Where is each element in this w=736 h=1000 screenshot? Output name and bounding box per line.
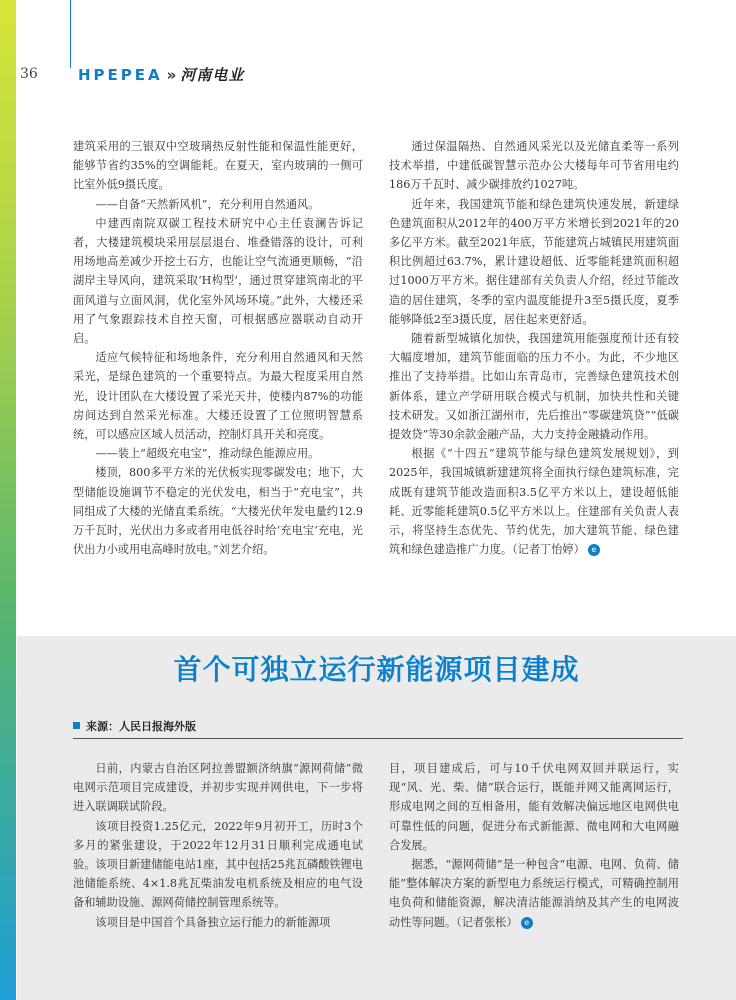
side-color-bar (0, 0, 16, 1000)
brand-chinese: 河南电业 (180, 66, 245, 84)
paragraph: 建筑采用的三银双中空玻璃热反射性能和保温性能更好，能够节省约35%的空调能耗。在夏天，室内玻璃的一侧可比室外低9摄氏度。 (73, 140, 363, 192)
brand-latin: HPEPEA (78, 66, 163, 84)
paragraph-with-end-mark (389, 444, 679, 559)
paragraph: 目，项目建成后，可与10千伏电网双回并联运行，实现“风、光、柴、储”联合运行，既能并网又能离网运行，形成电网之间的互相备用，能有效解决偏远地区电网供电可靠性低的问题，促进分布式新能源、微电网和大电网融合发展。 (389, 762, 679, 852)
paragraph: 通过保温隔热、自然通风采光以及光储直柔等一系列技术举措，中建低碳智慧示范办公大楼每年可节省用电约186万千瓦时、减少碳排放约1027吨。 (389, 140, 679, 192)
paragraph: 该项目投资1.25亿元，2022年9月初开工，历时3个多月的紧张建设，于2022年12月31日顺利完成通电试验。该项目新建储能电站1座，其中包括25兆瓦磷酸铁锂电池储能系统、4×1.8兆瓦柴油发电机系统及相应的电气设备和辅助设施、源网荷储控制管理系统等。 (73, 819, 363, 910)
paragraph: 适应气候特征和场地条件，充分利用自然通风和天然采光，是绿色建筑的一个重要特点。为最大程度采用自然光，设计团队在大楼设置了采光天井，使楼内87%的功能房间达到自然采光标准。大楼还设置了工位照明智慧系统，可以感应区域人员活动，控制灯具开关和亮度。 (73, 351, 363, 442)
paragraph: ——装上“超级充电宝”，推动绿色能源应用。 (95, 447, 320, 461)
page-number: 36 (20, 66, 38, 82)
end-mark-icon: e (521, 917, 533, 929)
article2-right-column (389, 759, 679, 932)
article2-source (73, 718, 683, 739)
paragraph-text: 根据《“十四五”建筑节能与绿色建筑发展规划》，到2025年，我国城镇新建建筑将全面执行绿色建筑标准，完成既有建筑节能改造面积3.5亿平方米以上，建设超低能耗、近零能耗建筑0.5亿平方米以上。住建部有关负责人表示，将坚持生态优先、节约优先，加大建筑节能、绿色建筑和绿色建造推广力度。（记者丁怡婷） (389, 447, 679, 557)
end-mark-icon: e (588, 544, 600, 556)
paragraph: 该项目是中国首个具备独立运行能力的新能源项 (95, 915, 331, 929)
source-label: 来源：人民日报海外版 (86, 720, 196, 733)
source-square-icon (73, 722, 80, 729)
paragraph: 近年来，我国建筑节能和绿色建筑快速发展，新建绿色建筑面积从2012年的400万平方米增长到2021年的20多亿平方米。截至2021年底，节能建筑占城镇民用建筑面积比例超过63.7%，累计建设超低、近零能耗建筑面积超过1000万平方米。据住建部有关负责人介绍，经过节能改造的居住建筑，冬季的室内温度能提升3至5摄氏度，夏季能够降低2至3摄氏度，居住起来更舒适。 (389, 197, 679, 326)
paragraph: 日前，内蒙古自治区阿拉善盟额济纳旗“源网荷储”微电网示范项目完成建设，并初步实现并网供电，下一步将进入联调联试阶段。 (73, 762, 363, 814)
paragraph: 随着新型城镇化加快，我国建筑用能强度预计还有较大幅度增加，建筑节能面临的压力不小。为此，不少地区推出了支持举措。比如山东青岛市，完善绿色建筑技术创新体系，建立产学研用联合模式与机制，加快共性和关键技术研发。又如浙江湖州市，先后推出“零碳建筑贷”“低碳提效贷”等30余款金融产品，大力支持金融撬动作用。 (389, 332, 679, 442)
brand-separator: » (166, 66, 177, 84)
paragraph: 中建西南院双碳工程技术研究中心主任袁澜告诉记者，大楼建筑模块采用层层退台、堆叠错落的设计，可利用场地高差减少开挖土石方，也能让空气流通更顺畅，“沿湖岸主导风向，建筑采取‘H构型’，通过贯穿建筑南北的平面风道与立面风洞，优化室外风场环境。”此外，大楼还采用了气象跟踪技术自控天窗，可根据感应器联动自动开启。 (73, 216, 363, 346)
article1-right-column (389, 137, 679, 559)
paragraph: 楼顶，800多平方米的光伏板实现零碳发电；地下，大型储能设施调节不稳定的光伏发电，相当于“充电宝”，共同组成了大楼的光储直柔系统。“大楼光伏年发电量约12.9万千瓦时，光伏出力多或者用电低谷时给‘充电宝’充电，光伏出力小或用电高峰时放电。”刘艺介绍。 (73, 466, 363, 557)
paragraph-text: 据悉，“源网荷储”是一种包含“电源、电网、负荷、储能”整体解决方案的新型电力系统运行模式，可精确控制用电负荷和储能资源，解决清洁能源消纳及其产生的电网波动性等问题。（记者张枨） (389, 858, 679, 929)
article2-left-column (73, 759, 363, 932)
paragraph: ——自备“天然新风机”，充分利用自然通风。 (95, 197, 320, 211)
magazine-brand (78, 64, 244, 85)
header-rule (70, 0, 71, 68)
paragraph-with-end-mark (389, 855, 679, 932)
article2-headline: 首个可独立运行新能源项目建成 (173, 653, 580, 686)
article1-left-column (73, 137, 363, 559)
